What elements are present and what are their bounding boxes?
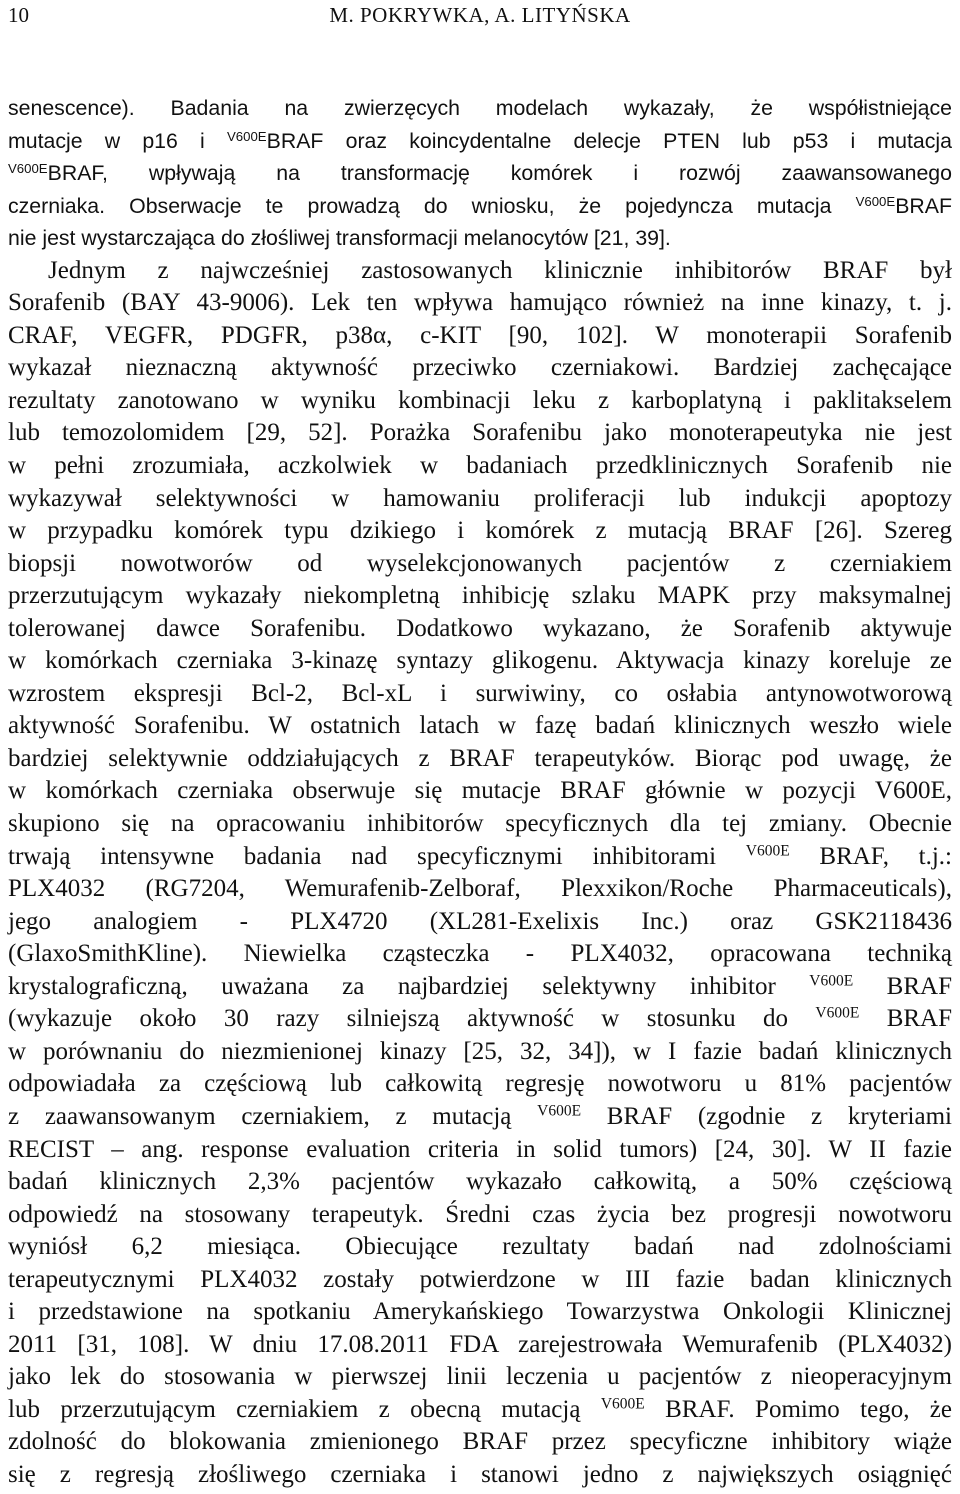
text-segment: mutacje w p16 i — [8, 128, 227, 153]
text-segment: BRAF (zgodnie z kryteriami — [581, 1102, 952, 1130]
superscript-mutation: V600E — [745, 842, 790, 860]
text-line — [8, 613, 952, 646]
text-line — [8, 125, 952, 158]
text-segment: bardziej selektywnie oddziałujących z BRAF terapeutyków. Biorąc pod uwagę, że — [8, 744, 952, 772]
text-line — [8, 775, 952, 808]
text-line — [8, 417, 952, 450]
text-line — [8, 190, 952, 223]
text-segment: BRAF, wpływają na transformację komórek i rozwój zaawansowanego — [47, 161, 952, 186]
text-segment: PLX4032 (RG7204, Wemurafenib-Zelboraf, Plexxikon/Roche Pharmaceuticals), — [8, 875, 952, 903]
text-segment: Jednym z najwcześniej zastosowanych klinicznie inhibitorów BRAF był — [48, 256, 952, 284]
text-segment: w przypadku komórek typu dzikiego i komórek z mutacją BRAF [26]. Szereg — [8, 517, 952, 545]
text-segment: (GlaxoSmithKline). Niewielka cząsteczka - PLX4032, opracowana techniką — [8, 940, 952, 968]
text-segment: wzrostem ekspresji Bcl-2, Bcl-xL i surwiwiny, co osłabia antynowotworową — [8, 679, 952, 707]
text-segment: lub temozolomidem [29, 52]. Porażka Sorafenibu jako monoterapeutyka nie jest — [8, 419, 952, 447]
text-segment: BRAF — [853, 972, 952, 1000]
header-authors: M. POKRYWKA, A. LITYŃSKA — [329, 3, 631, 27]
text-line — [8, 710, 952, 743]
superscript-mutation: V600E — [537, 1102, 582, 1120]
text-line — [8, 450, 952, 483]
superscript-mutation: V600E — [227, 128, 267, 144]
running-header — [8, 0, 952, 30]
superscript-mutation: V600E — [815, 1004, 860, 1022]
text-segment: jako lek do stosowania w pierwszej linii leczenia u pacjentów z nieoperacyjnym — [8, 1363, 952, 1391]
text-line — [8, 873, 952, 906]
body-text — [8, 92, 952, 1492]
text-segment: CRAF, VEGFR, PDGFR, p38α, c-KIT [90, 102]. W monoterapii Sorafenib — [8, 321, 952, 349]
text-line — [8, 1264, 952, 1297]
superscript-mutation: V600E — [855, 193, 896, 209]
text-line — [8, 515, 952, 548]
text-segment: i przedstawione na spotkaniu Amerykańskiego Towarzystwa Onkologii Klinicznej — [8, 1298, 952, 1326]
text-segment: nie jest wystarczająca do złośliwej transformacji melanocytów [21, 39]. — [8, 226, 671, 251]
text-line — [8, 1231, 952, 1264]
text-segment: skupiono się na opracowaniu inhibitorów specyficznych dla tej zmiany. Obecnie — [8, 810, 952, 838]
superscript-mutation: V600E — [809, 972, 854, 990]
text-line — [8, 483, 952, 516]
text-segment: odpowiadała za częściową lub całkowitą regresję nowotworu u 81% pacjentów — [8, 1070, 952, 1098]
text-line — [8, 1296, 952, 1329]
text-segment: tolerowanej dawce Sorafenibu. Dodatkowo wykazano, że Sorafenib aktywuje — [8, 614, 952, 642]
text-segment: w komórkach czerniaka obserwuje się mutacje BRAF głównie w pozycji V600E, — [8, 777, 952, 805]
text-line — [8, 1036, 952, 1069]
text-line — [8, 385, 952, 418]
paragraph-mouse-models — [8, 92, 952, 255]
text-segment: terapeutycznymi PLX4032 zostały potwierdzone w III fazie badan klinicznych — [8, 1265, 952, 1293]
text-segment: senescence). Badania na zwierzęcych modelach wykazały, że współistniejące — [8, 96, 952, 120]
text-line — [8, 1101, 952, 1134]
text-segment: krystalograficzną, uważana za najbardziej selektywny inhibitor — [8, 972, 810, 1000]
text-line — [8, 1003, 952, 1036]
text-segment: w porównaniu do niezmienionej kinazy [25, 32, 34]), w I fazie badań klinicznych — [8, 1037, 952, 1065]
text-line — [8, 938, 952, 971]
text-segment: trwają intensywne badania nad specyficznymi inhibitorami — [8, 842, 746, 870]
text-segment: odpowiedź na stosowany terapeutyk. Średni czas życia bez progresji nowotworu — [8, 1200, 952, 1228]
text-line — [8, 1426, 952, 1459]
text-segment: rezultaty zanotowano w wyniku kombinacji leku z karboplatyną i paklitakselem — [8, 386, 952, 414]
text-line — [8, 1329, 952, 1362]
text-line — [8, 287, 952, 320]
text-line — [8, 320, 952, 353]
text-segment: się z regresją złośliwego czerniaka i stanowi jedno z największych osiągnięć — [8, 1460, 952, 1488]
text-line — [8, 1134, 952, 1167]
text-line — [8, 92, 952, 125]
text-segment: w pełni zrozumiała, aczkolwiek w badaniach przedklinicznych Sorafenib nie — [8, 452, 952, 480]
text-segment: BRAF oraz koincydentalne delecje PTEN lub p53 i mutacja — [266, 128, 953, 153]
text-line — [8, 548, 952, 581]
text-segment: wykazywał selektywności w hamowaniu proliferacji lub indukcji apoptozy — [8, 484, 952, 512]
text-line — [8, 1068, 952, 1101]
text-line — [8, 1459, 952, 1492]
text-segment: badań klinicznych 2,3% pacjentów wykazało całkowitą, a 50% częściową — [8, 1168, 952, 1196]
text-line — [8, 1361, 952, 1394]
text-segment: w komórkach czerniaka 3-kinazę syntazy glikogenu. Aktywacja kinazy koreluje ze — [8, 647, 952, 675]
text-segment: BRAF — [859, 1005, 952, 1033]
text-line — [8, 222, 952, 255]
superscript-mutation: V600E — [600, 1395, 645, 1413]
text-line — [8, 971, 952, 1004]
text-line — [8, 352, 952, 385]
text-segment: przerzutującym wykazały niekompletną inhibicję szlaku MAPK przy maksymalnej — [8, 582, 952, 610]
text-line — [8, 255, 952, 288]
text-segment: wyniósł 6,2 miesiąca. Obiecujące rezultaty badań nad zdolnościami — [8, 1233, 952, 1261]
text-segment: aktywność Sorafenibu. W ostatnich latach w fazę badań klinicznych weszło wiele — [8, 712, 952, 740]
text-line — [8, 906, 952, 939]
text-line — [8, 841, 952, 874]
text-line — [8, 580, 952, 613]
text-segment: z zaawansowanym czerniakiem, z mutacją — [8, 1102, 538, 1130]
text-line — [8, 808, 952, 841]
text-segment: zdolność do blokowania zmienionego BRAF przez specyficzne inhibitory wiąże — [8, 1428, 952, 1456]
superscript-mutation: V600E — [8, 160, 48, 176]
text-line — [8, 645, 952, 678]
text-line — [8, 743, 952, 776]
text-segment: BRAF, t.j.: — [789, 842, 952, 870]
text-line — [8, 1166, 952, 1199]
text-line — [8, 1394, 952, 1427]
page-number: 10 — [8, 3, 29, 27]
text-segment: wykazał nieznaczną aktywność przeciwko czerniakowi. Bardziej zachęcające — [8, 354, 952, 382]
text-segment: biopsji nowotworów od wyselekcjonowanych pacjentów z czerniakiem — [8, 549, 952, 577]
paragraph-sorafenib-plx4032 — [8, 255, 952, 1492]
text-segment: czerniaka. Obserwacje te prowadzą do wniosku, że pojedyncza mutacja — [8, 193, 856, 218]
text-segment: lub przerzutującym czerniakiem z obecną mutacją — [8, 1395, 601, 1423]
text-segment: BRAF. Pomimo tego, że — [644, 1395, 953, 1423]
text-segment: BRAF — [895, 193, 952, 218]
text-line — [8, 1199, 952, 1232]
text-segment: Sorafenib (BAY 43-9006). Lek ten wpływa hamująco również na inne kinazy, t. j. — [8, 289, 952, 317]
text-segment: RECIST – ang. response evaluation criteria in solid tumors) [24, 30]. W II fazie — [8, 1135, 952, 1163]
text-line — [8, 678, 952, 711]
text-segment: 2011 [31, 108]. W dniu 17.08.2011 FDA zarejestrowała Wemurafenib (PLX4032) — [8, 1330, 952, 1358]
text-segment: jego analogiem - PLX4720 (XL281-Exelixis Inc.) oraz GSK2118436 — [8, 907, 952, 935]
text-line — [8, 157, 952, 190]
text-segment: (wykazuje około 30 razy silniejszą aktywność w stosunku do — [8, 1005, 816, 1033]
